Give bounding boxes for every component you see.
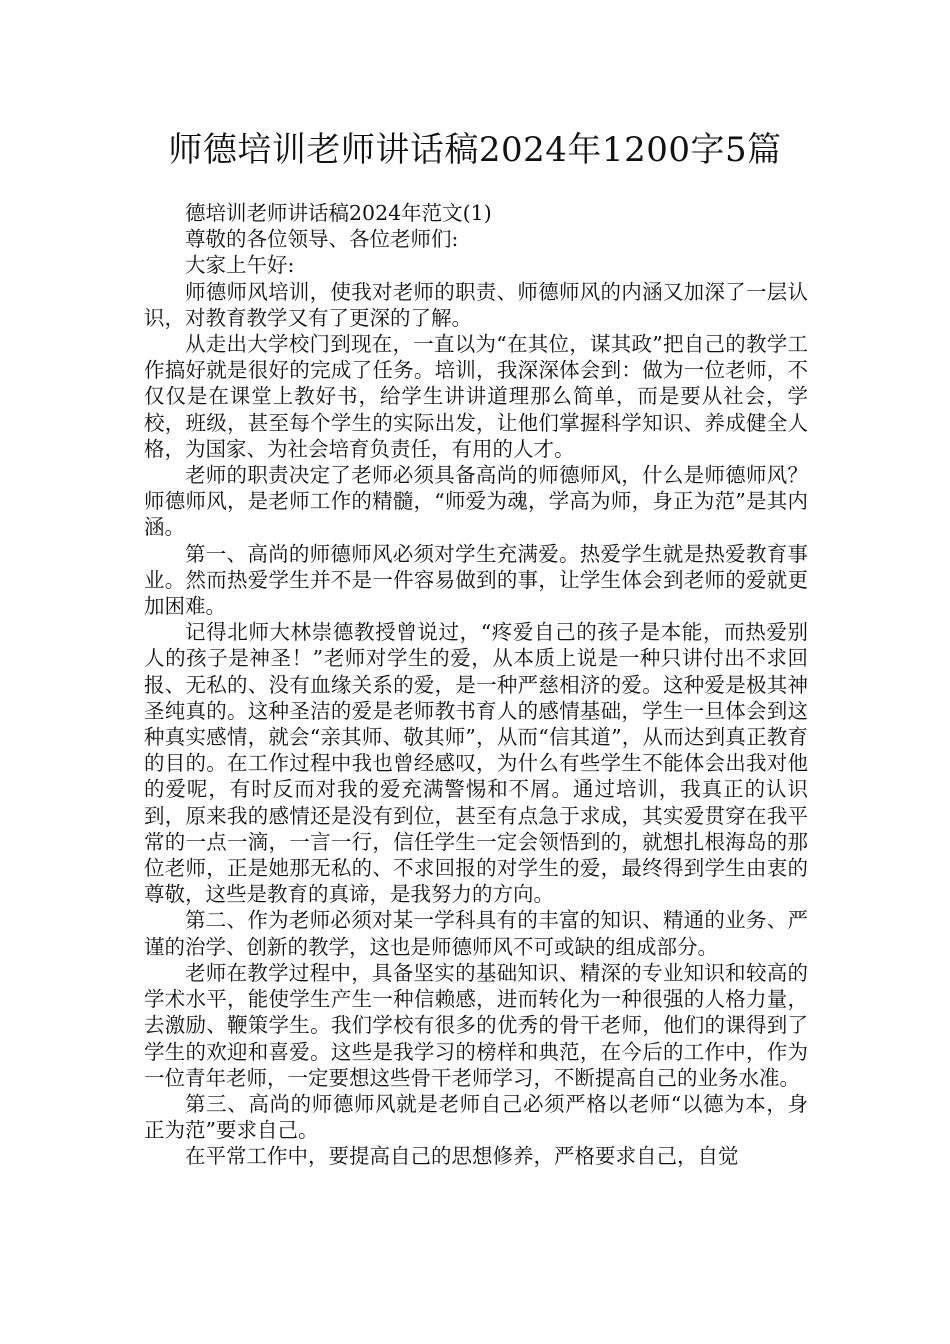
paragraph: 第二、作为老师必须对某一学科具有的丰富的知识、精通的业务、严谨的治学、创新的教学，这也是师德师风不可或缺的组成部分。	[144, 908, 808, 959]
paragraph: 第一、高尚的师德师风必须对学生充满爱。热爱学生就是热爱教育事业。然而热爱学生并不是一件容易做到的事，让学生体会到老师的爱就更加困难。	[144, 541, 808, 619]
paragraph: 记得北师大林崇德教授曾说过，“疼爱自己的孩子是本能，而热爱别人的孩子是神圣！”老师对学生的爱，从本质上说是一种只讲付出不求回报、无私的、没有血缘关系的爱，是一种严慈相济的爱。这种爱是极其神圣纯真的。这种圣洁的爱是老师教书育人的感情基础，学生一旦体会到这种真实感情，就会“亲其师、敬其师”，从而“信其道”，从而达到真正教育的目的。在工作过程中我也曾经感叹，为什么有些学生不能体会出我对他的爱呢，有时反而对我的爱充满警惕和不屑。通过培训，我真正的认识到，原来我的感情还是没有到位，甚至有点急于求成，其实爱贯穿在我平常的一点一滴，一言一行，信任学生一定会领悟到的，就想扎根海岛的那位老师，正是她那无私的、不求回报的对学生的爱，最终得到学生由衷的尊敬，这些是教育的真谛，是我努力的方向。	[144, 620, 808, 907]
paragraph: 在平常工作中，要提高自己的思想修养，严格要求自己，自觉	[185, 1144, 739, 1169]
paragraph: 老师的职责决定了老师必须具备高尚的师德师风，什么是师德师风？师德师风，是老师工作的精髓，“师爱为魂，学高为师，身正为范”是其内涵。	[144, 463, 808, 540]
paragraph-greeting: 大家上午好:	[185, 253, 295, 278]
paragraph: 第三、高尚的师德师风就是老师自己必须严格以老师“以德为本，身正为范”要求自己。	[144, 1091, 808, 1143]
paragraph-subtitle: 德培训老师讲话稿2024年范文(1)	[185, 201, 492, 225]
paragraph: 老师在教学过程中，具备坚实的基础知识、精深的专业知识和较高的学术水平，能使学生产生一种信赖感，进而转化为一种很强的人格力量，去激励、鞭策学生。我们学校有很多的优秀的骨干老师，他们的课得到了学生的欢迎和喜爱。这些是我学习的榜样和典范，在今后的工作中，作为一位青年老师，一定要想这些骨干老师学习，不断提高自己的业务水准。	[144, 960, 808, 1090]
paragraph: 师德师风培训，使我对老师的职责、师德师风的内涵又加深了一层认识，对教育教学又有了更深的了解。	[144, 279, 808, 330]
document-title: 师德培训老师讲话稿2024年1200字5篇	[168, 130, 782, 170]
paragraph-salutation: 尊敬的各位领导、各位老师们:	[185, 227, 459, 252]
paragraph: 从走出大学校门到现在，一直以为“在其位，谋其政”把自己的教学工作搞好就是很好的完成了任务。培训，我深深体会到：做为一位老师，不仅仅是在课堂上教好书，给学生讲讲道理那么简单，而是要从社会，学校，班级，甚至每个学生的实际出发，让他们掌握科学知识、养成健全人格，为国家、为社会培育负责任，有用的人才。	[144, 332, 808, 461]
document-body	[144, 200, 808, 1170]
